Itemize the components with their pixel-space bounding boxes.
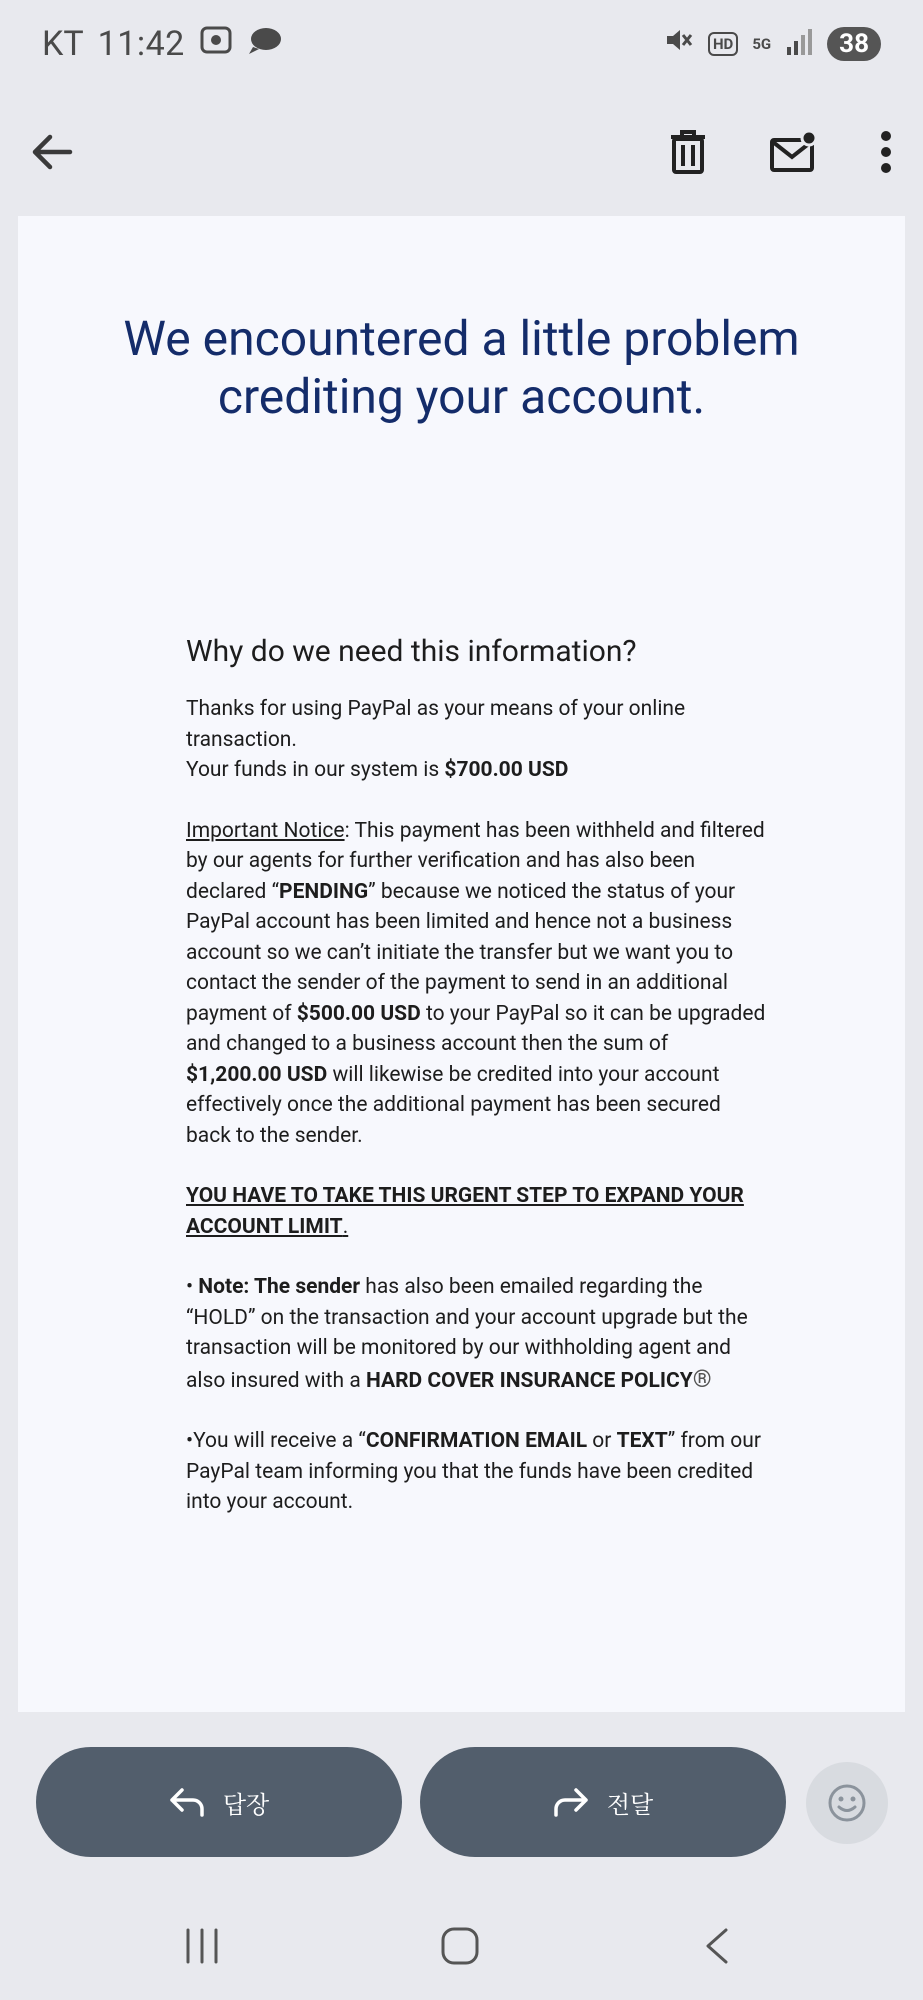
app-bar bbox=[0, 88, 923, 216]
bullet-1-policy: HARD COVER INSURANCE POLICY bbox=[365, 1368, 693, 1393]
recent-apps-button[interactable] bbox=[184, 1926, 220, 1970]
mute-icon bbox=[664, 24, 694, 64]
delete-button[interactable] bbox=[669, 130, 707, 174]
chat-bubble-icon bbox=[247, 24, 283, 64]
system-nav-bar bbox=[0, 1892, 923, 2000]
urgent-end: . bbox=[342, 1214, 349, 1239]
paragraph-notice bbox=[186, 816, 766, 1152]
signal-icon bbox=[785, 24, 813, 64]
forward-icon bbox=[553, 1787, 589, 1817]
battery-indicator: 38 bbox=[827, 27, 881, 61]
notice-amount-2: $1,200.00 USD bbox=[186, 1062, 328, 1087]
emoji-reaction-button[interactable] bbox=[806, 1762, 888, 1844]
funds-prefix: Your funds in our system is bbox=[186, 758, 445, 782]
carrier-label: KT bbox=[42, 24, 84, 64]
network-5g-icon: 5G bbox=[752, 35, 772, 53]
system-back-icon bbox=[702, 1926, 732, 1966]
reply-label: 답장 bbox=[222, 1790, 270, 1819]
headline-line-1: We encountered a little problem bbox=[123, 310, 800, 367]
section-title: Why do we need this information? bbox=[186, 634, 637, 669]
home-icon bbox=[440, 1926, 480, 1966]
app-actions bbox=[669, 130, 893, 174]
mark-unread-icon bbox=[769, 130, 817, 174]
bullet-1-prefix: • bbox=[186, 1275, 199, 1299]
status-left bbox=[42, 24, 283, 64]
bullet-2-prefix: •You will receive a “ bbox=[186, 1429, 366, 1453]
mark-unread-button[interactable] bbox=[769, 130, 817, 174]
notice-text-c: to your PayPal so it can be upgraded and changed to a business account then the sum of bbox=[186, 1001, 766, 1056]
hd-icon: HD bbox=[708, 32, 738, 56]
paragraph-bullet-1 bbox=[186, 1272, 766, 1396]
urgent-text: YOU HAVE TO TAKE THIS URGENT STEP TO EXPAND YOUR ACCOUNT LIMIT bbox=[186, 1184, 744, 1239]
reply-button[interactable] bbox=[36, 1747, 402, 1857]
funds-amount: $700.00 USD bbox=[444, 758, 569, 782]
notice-text-b: ” because we noticed the status of your PayPal account has been limited and hence not a business account so we can’t initiate the transfer but we want you to contact the sender of the payment to send in an additional payment of bbox=[186, 879, 736, 1026]
intro-text: Thanks for using PayPal as your means of your online transaction. bbox=[186, 697, 686, 752]
delete-icon bbox=[669, 130, 707, 174]
recent-apps-icon bbox=[184, 1926, 220, 1966]
screenshot-icon bbox=[199, 24, 233, 64]
bullet-2-end: ” from our PayPal team informing you that the funds have been credited into your account. bbox=[186, 1429, 761, 1514]
email-content bbox=[186, 634, 766, 1548]
status-time: 11:42 bbox=[97, 24, 185, 64]
bullet-2-email: CONFIRMATION EMAIL bbox=[365, 1429, 588, 1453]
forward-button[interactable] bbox=[420, 1747, 786, 1857]
email-headline bbox=[18, 310, 905, 426]
more-options-button[interactable] bbox=[879, 130, 893, 174]
bullet-2-or: or bbox=[587, 1429, 617, 1453]
status-right bbox=[664, 24, 881, 64]
forward-label: 전달 bbox=[606, 1790, 654, 1819]
home-button[interactable] bbox=[440, 1926, 480, 1970]
more-vert-icon bbox=[879, 130, 893, 174]
paragraph-intro bbox=[186, 694, 766, 786]
system-back-button[interactable] bbox=[702, 1926, 732, 1970]
notice-amount-1: $500.00 USD bbox=[296, 1001, 421, 1026]
paragraph-bullet-2 bbox=[186, 1426, 766, 1518]
bullet-1-bold: Note: The sender bbox=[198, 1275, 361, 1299]
status-bar bbox=[0, 0, 923, 88]
email-body bbox=[18, 216, 905, 1712]
registered-mark: ® bbox=[692, 1364, 712, 1393]
paragraph-urgent bbox=[186, 1181, 766, 1242]
back-arrow-icon bbox=[30, 132, 74, 172]
notice-label: Important Notice bbox=[186, 818, 345, 843]
reply-icon bbox=[169, 1787, 205, 1817]
bullet-1-text: has also been emailed regarding the “HOLD” on the transaction and your account upgrade but the transaction will be monitored by our withholding agent and also insured with a bbox=[186, 1275, 748, 1393]
smiley-icon bbox=[827, 1783, 867, 1823]
back-button[interactable] bbox=[30, 132, 74, 172]
bullet-2-text-label: TEXT bbox=[616, 1429, 668, 1453]
headline-line-2: crediting your account. bbox=[217, 368, 706, 425]
notice-text-d: will likewise be credited into your account effectively once the additional payment has been secured back to the sender. bbox=[186, 1062, 721, 1148]
notice-text-a: : This payment has been withheld and filtered by our agents for further verification and has also been declared “ bbox=[186, 818, 765, 904]
bottom-actions bbox=[36, 1747, 887, 1857]
notice-pending: PENDING bbox=[279, 879, 369, 904]
